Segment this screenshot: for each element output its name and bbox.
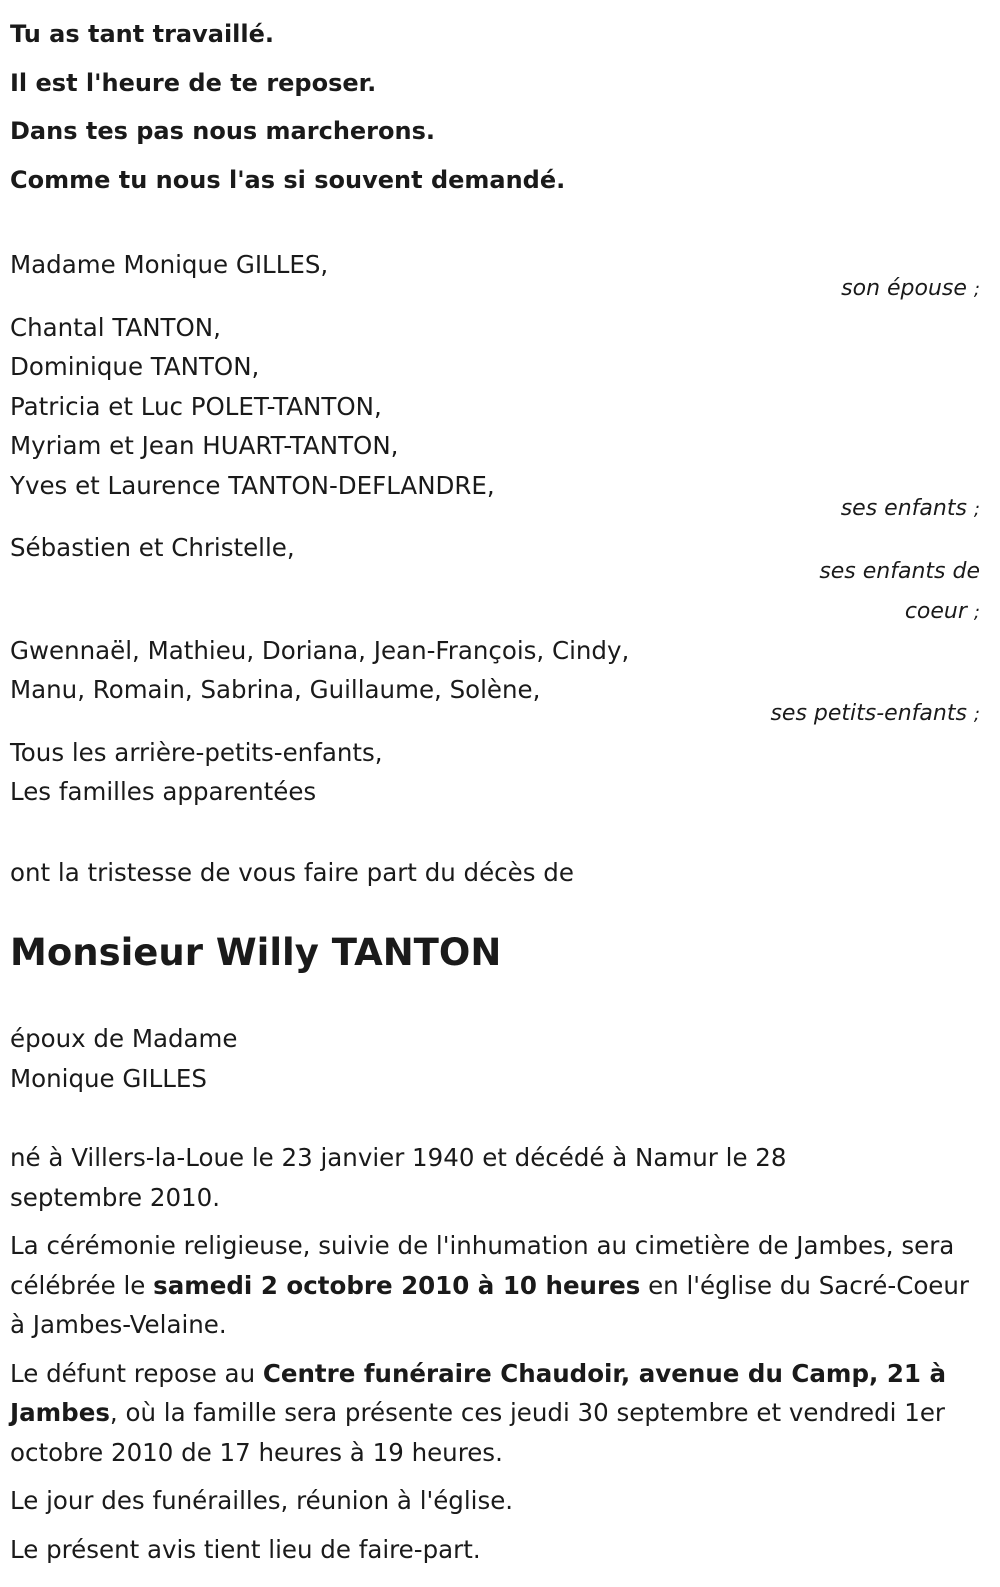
spouse-of [10, 1019, 980, 1098]
relation-heart-children-word: coeur [904, 598, 967, 624]
child-name: Chantal TANTON, [10, 312, 221, 342]
poem-line: Tu as tant travaillé. [10, 20, 275, 48]
family-list [10, 245, 980, 812]
grandchildren-line: Manu, Romain, Sabrina, Guillaume, Solène, [10, 675, 541, 704]
children-names [10, 308, 980, 506]
poem [10, 10, 980, 204]
child-name: Myriam et Jean HUART-TANTON, [10, 431, 399, 460]
relation-semicolon: ; [973, 703, 980, 725]
relation-grandchildren: ses petits-enfants [770, 700, 967, 726]
relation-children: ses enfants [840, 496, 967, 521]
relation-semicolon: ; [973, 601, 980, 623]
ceremony-text-before: La cérémonie religieuse, suivie de l'inhumation au cimetière de Jambes, sera célébrée le [10, 1231, 955, 1300]
other-family [10, 733, 980, 812]
relation-heart-children-line1: ses enfants de [819, 558, 980, 584]
other-family-line: Tous les arrière-petits-enfants, [10, 737, 383, 767]
deceased-name: Monsieur Willy TANTON [10, 931, 502, 974]
funeral-day-text: Le jour des funérailles, réunion à l'église. [10, 1486, 514, 1515]
child-name: Dominique TANTON, [10, 352, 260, 381]
obituary-notice [10, 0, 980, 1569]
spouse-name: Madame Monique GILLES, [10, 250, 329, 279]
birth-death-text: né à Villers-la-Loue le 23 janvier 1940 et décédé à Namur le 28 septembre 2010. [10, 1143, 787, 1212]
repose-location: Centre funéraire Chaudoir, avenue du Camp, 21 à Jambes [10, 1358, 946, 1427]
relation-heart-children-line2 [10, 592, 980, 633]
repose-text-before: Le défunt repose au [10, 1358, 263, 1388]
other-family-line: Les familles apparentées [10, 777, 317, 806]
child-name: Yves et Laurence TANTON-DEFLANDRE, [10, 470, 495, 500]
poem-line: Il est l'heure de te reposer. [10, 68, 377, 97]
relation-spouse: son épouse [841, 275, 967, 301]
spouse-of-line: époux de Madame [10, 1024, 238, 1053]
child-name: Patricia et Luc POLET-TANTON, [10, 391, 382, 421]
relation-semicolon: ; [973, 499, 980, 520]
spouse-of-line: Monique GILLES [10, 1063, 207, 1093]
ceremony-text [10, 1226, 975, 1345]
announcement-text: ont la tristesse de vous faire part du décès de [10, 857, 574, 887]
ceremony-date: samedi 2 octobre 2010 à 10 heures [153, 1270, 641, 1300]
heart-children-name: Sébastien et Christelle, [10, 533, 295, 562]
repose-text [10, 1354, 975, 1473]
relation-semicolon: ; [973, 278, 980, 300]
poem-line: Comme tu nous l'as si souvent demandé. [10, 165, 566, 194]
notice-text: Le présent avis tient lieu de faire-part. [10, 1534, 481, 1564]
poem-line: Dans tes pas nous marcherons. [10, 117, 435, 145]
ceremony-text-after: en l'église du Sacré-Coeur à Jambes-Velaine. [10, 1270, 969, 1339]
grandchildren-line: Gwennaël, Mathieu, Doriana, Jean-François, Cindy, [10, 635, 630, 665]
repose-text-after: , où la famille sera présente ces jeudi 30 septembre et vendredi 1er octobre 2010 de 17 heures à 19 heures. [10, 1398, 946, 1467]
